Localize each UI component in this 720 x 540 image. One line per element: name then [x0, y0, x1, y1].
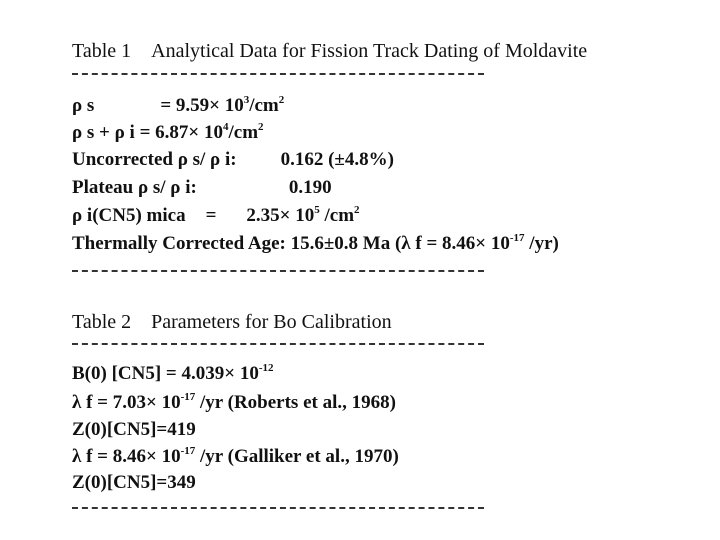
- z0-1-value: Z(0)[CN5]=419: [72, 419, 196, 440]
- table2-title: Table 2 Parameters for Bo Calibration: [72, 311, 392, 333]
- table1-title: Table 1 Analytical Data for Fission Track Dating of Moldavite: [72, 40, 588, 62]
- rho-s-exponent: 3: [243, 94, 250, 106]
- age-unit: /yr): [524, 233, 559, 254]
- table1-row-plateau: [72, 177, 332, 199]
- rho-sum-unit: /cm: [228, 122, 259, 143]
- lambda-f-1-value: λ f = 7.03× 10: [72, 392, 181, 413]
- table2-top-divider: [72, 343, 484, 345]
- b0-exponent: -12: [258, 362, 274, 374]
- rho-i-mica-label: ρ i(CN5) mica: [72, 205, 186, 226]
- table2-bottom-divider: [72, 507, 484, 509]
- b0-value: B(0) [CN5] = 4.039× 10: [72, 363, 259, 384]
- lambda-f-2-reference: /yr (Galliker et al., 1970): [195, 446, 399, 467]
- table1-row-uncorrected: [72, 149, 394, 171]
- lambda-f-1-reference: /yr (Roberts et al., 1968): [195, 392, 396, 413]
- table1-bottom-divider: [72, 270, 484, 272]
- table1-row-rho-i-mica: [72, 205, 360, 227]
- table2-row-z0-2: [72, 472, 196, 494]
- lambda-f-1-exponent: -17: [180, 391, 196, 403]
- rho-i-mica-equals: =: [205, 205, 217, 226]
- table2-row-lambda-f-1: [72, 392, 396, 414]
- age-exponent: -17: [509, 232, 525, 244]
- z0-2-value: Z(0)[CN5]=349: [72, 472, 196, 493]
- table2-row-z0-1: [72, 419, 196, 441]
- plateau-value: 0.190: [288, 177, 332, 198]
- lambda-f-2-value: λ f = 8.46× 10: [72, 446, 181, 467]
- rho-sum-unit-exponent: 2: [258, 121, 264, 133]
- rho-sum-value: ρ s + ρ i = 6.87× 10: [72, 122, 223, 143]
- table2-row-lambda-f-2: [72, 446, 399, 468]
- table1-top-divider: [72, 73, 484, 75]
- rho-i-mica-unit: /cm: [319, 205, 355, 226]
- lambda-f-2-exponent: -17: [180, 445, 196, 457]
- rho-s-unit-exponent: 2: [278, 94, 285, 106]
- rho-s-value: = 9.59× 10: [160, 95, 244, 116]
- uncorrected-value: 0.162 (±4.8%): [280, 149, 394, 170]
- rho-s-label: ρ s: [72, 95, 95, 116]
- table1-row-age: [72, 233, 559, 255]
- rho-sum-exponent: 4: [223, 121, 229, 133]
- age-text: Thermally Corrected Age: 15.6±0.8 Ma (λ f = 8.46× 10: [72, 233, 510, 254]
- table2-row-b0: [72, 363, 274, 385]
- plateau-label: Plateau ρ s/ ρ i:: [72, 177, 197, 198]
- rho-i-mica-value: 2.35× 10: [246, 205, 315, 226]
- table1-row-rho-sum: [72, 122, 264, 144]
- rho-i-mica-exponent: 5: [314, 204, 320, 216]
- table1-row-rho-s: [72, 95, 284, 117]
- rho-i-mica-unit-exponent: 2: [354, 204, 360, 216]
- uncorrected-label: Uncorrected ρ s/ ρ i:: [72, 149, 237, 170]
- rho-s-unit: /cm: [249, 95, 279, 116]
